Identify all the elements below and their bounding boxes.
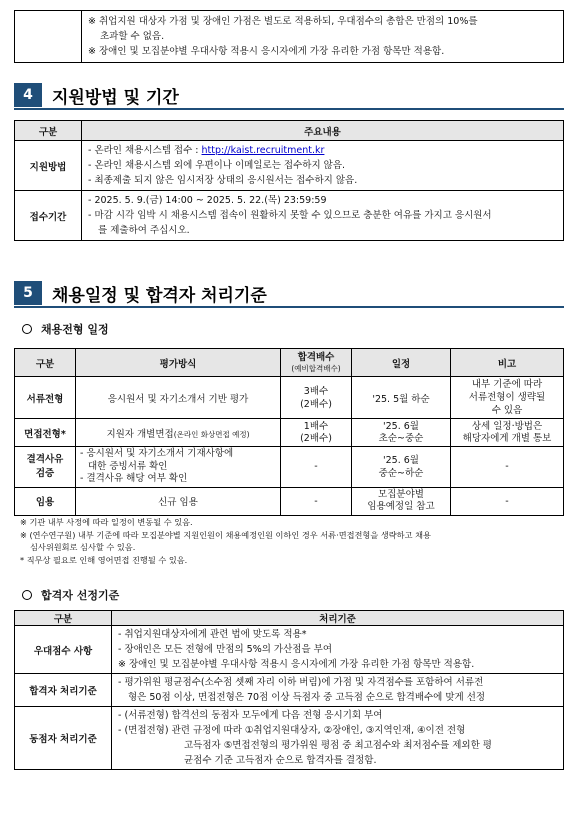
col-header: 구분 (15, 121, 82, 141)
col-header-line: 합격배수 (297, 351, 335, 363)
criteria-line: 형은 50점 이상, 면접전형은 70점 이상 득점자 중 고득점 순으로 합격배수에 맞게 선정 (128, 692, 486, 703)
table-row (15, 487, 564, 515)
method-cell: 신규 임용 (76, 487, 281, 515)
ratio-line: 1배수 (303, 420, 329, 432)
row-label: 우대점수 사항 (15, 626, 112, 674)
method-line: - 결격사유 해당 여부 확인 (80, 473, 188, 484)
date-line: 중순~하순 (378, 467, 424, 479)
top-note-box (14, 10, 564, 63)
method-cell: 응시원서 및 자기소개서 기반 평가 (76, 377, 281, 419)
method-line: 대한 증빙서류 확인 (88, 460, 168, 472)
note-cell: - (451, 447, 564, 488)
section-5-heading (14, 281, 267, 305)
circle-bullet-icon (22, 590, 32, 600)
section-5-title: 채용일정 및 합격자 처리기준 (52, 285, 267, 306)
ratio-line: (2배수) (300, 398, 332, 410)
row-label: 동점자 처리기준 (15, 707, 112, 770)
ratio-line: (2배수) (300, 432, 332, 444)
ratio-cell: - (281, 447, 352, 488)
section-4-title: 지원방법 및 기간 (52, 87, 179, 108)
col-header: 주요내용 (82, 121, 564, 141)
table-row (15, 419, 564, 447)
col-header: 구분 (15, 611, 112, 626)
period-line: - 마감 시각 임박 시 채용시스템 접속이 원활하지 못할 수 있으므로 충분한 여유를 가지고 응시원서 (88, 210, 492, 221)
criteria-line: - (서류전형) 합격선의 동점자 모두에게 다음 전형 응시기회 부여 (118, 710, 383, 721)
table-row (15, 674, 564, 707)
table-row (15, 707, 564, 770)
ratio-cell: - (281, 487, 352, 515)
criteria-line: - 장애인은 모든 전형에 만점의 5%의 가산점을 부여 (118, 644, 333, 655)
top-note-empty-cell (15, 11, 82, 63)
table-row (15, 447, 564, 488)
method-line: - 온라인 채용시스템 접수 : (88, 145, 202, 156)
criteria-line: ※ 장애인 및 모집분야별 우대사항 적용시 응시자에게 가장 유리한 가점 항목만 적용함. (118, 659, 475, 670)
note-line: 서류전형이 생략될 (468, 392, 546, 403)
note-cell (451, 419, 564, 447)
criteria-line: 균점수 기준 고득점자 순으로 합격자를 결정함. (184, 755, 377, 766)
criteria-table (14, 610, 564, 770)
schedule-notes (20, 516, 431, 566)
section-4-number: 4 (14, 83, 42, 107)
col-header: 처리기준 (112, 611, 564, 626)
section-5-rule (14, 306, 564, 308)
col-header (281, 349, 352, 377)
section-5-number: 5 (14, 281, 42, 305)
date-cell (352, 447, 451, 488)
date-line: 초순~중순 (378, 432, 424, 444)
ratio-line: 3배수 (303, 385, 329, 397)
method-line: - 응시원서 및 자기소개서 기재사항에 (80, 448, 234, 459)
row-label: 지원방법 (15, 141, 82, 191)
note-line: 수 있음 (491, 405, 523, 416)
method-line: - 최종제출 되지 않은 임시저장 상태의 응시원서는 접수하지 않음. (88, 175, 358, 186)
date-line: '25. 6월 (383, 454, 419, 466)
top-note-line: 초과할 수 없음. (100, 31, 165, 42)
col-header: 비고 (451, 349, 564, 377)
date-cell (352, 487, 451, 515)
table-row (15, 141, 564, 191)
method-text: 지원자 개별면접 (106, 428, 174, 440)
table-row (15, 377, 564, 419)
schedule-subtitle-text: 채용전형 일정 (41, 323, 109, 336)
row-label: 접수기간 (15, 191, 82, 241)
schedule-note: 심사위원회로 심사할 수 있음. (30, 542, 136, 552)
criteria-line: - 평가위원 평균점수(소수점 셋째 자리 이하 버림)에 가점 및 자격점수를 포함하여 서류전 (118, 677, 484, 688)
method-cell (76, 419, 281, 447)
period-line: 를 제출하여 주십시오. (98, 225, 190, 236)
period-line: - 2025. 5. 9.(금) 14:00 ~ 2025. 5. 22.(목) 23:59:59 (88, 195, 327, 206)
row-label-line: 결격사유 (26, 453, 64, 465)
section-4-table (14, 120, 564, 241)
date-cell: '25. 5월 하순 (352, 377, 451, 419)
criteria-subtitle-text: 합격자 선정기준 (41, 589, 120, 602)
method-small-text: (온라인 화상면접 예정) (173, 429, 250, 439)
col-header: 구분 (15, 349, 76, 377)
criteria-line: - (면접전형) 관련 규정에 따라 ①취업지원대상자, ②장애인, ③지역인재, ④이전 전형 (118, 725, 466, 736)
note-cell (451, 377, 564, 419)
method-cell (76, 447, 281, 488)
row-label (15, 447, 76, 488)
section-4-heading (14, 83, 179, 107)
note-line: 해당자에게 개별 통보 (462, 432, 552, 444)
ratio-cell (281, 377, 352, 419)
row-label: 합격자 처리기준 (15, 674, 112, 707)
schedule-note: ※ (연수연구원) 내부 기준에 따라 모집분야별 지원인원이 채용예정인원 이하인 경우 서류·면접전형을 생략하고 채용 (20, 529, 431, 540)
date-line: '25. 6월 (383, 420, 419, 432)
top-note-cell (82, 11, 564, 63)
top-note-line: ※ 장애인 및 모집분야별 우대사항 적용시 응시자에게 가장 유리한 가점 항목만 적용함. (88, 46, 445, 57)
criteria-subtitle (22, 587, 119, 603)
recruitment-link[interactable]: http://kaist.recruitment.kr (201, 145, 325, 156)
note-line: 내부 기준에 따라 (471, 379, 543, 390)
circle-bullet-icon (22, 324, 32, 334)
criteria-line: - 취업지원대상자에게 관련 법에 맞도록 적용* (118, 629, 307, 640)
section-4-rule (14, 108, 564, 110)
row-label-line: 검증 (35, 467, 55, 479)
row-label: 임용 (15, 487, 76, 515)
schedule-note: ※ 기관 내부 사정에 따라 일정이 변동될 수 있음. (20, 517, 193, 527)
table-row (15, 626, 564, 674)
row-label: 서류전형 (15, 377, 76, 419)
top-note-line: ※ 취업지원 대상자 가점 및 장애인 가점은 별도로 적용하되, 우대점수의 총합은 만점의 10%를 (88, 16, 478, 27)
col-header-line: (예비합격배수) (291, 363, 341, 373)
criteria-line: 고득점자 ⑤면접전형의 평가위원 평점 중 최고점수와 최저점수를 제외한 평 (184, 740, 492, 751)
date-line: 임용예정일 참고 (367, 501, 435, 512)
table-row (15, 191, 564, 241)
col-header: 일정 (352, 349, 451, 377)
note-line: 상세 일정·방법은 (471, 420, 543, 432)
schedule-table (14, 348, 564, 516)
date-cell (352, 419, 451, 447)
schedule-note: * 직무상 필요로 인해 영어면접 진행될 수 있음. (20, 554, 188, 565)
note-cell: - (451, 487, 564, 515)
ratio-cell (281, 419, 352, 447)
schedule-subtitle (22, 321, 109, 337)
date-line: 모집분야별 (378, 489, 424, 500)
row-label: 면접전형* (15, 419, 76, 447)
col-header: 평가방식 (76, 349, 281, 377)
method-line: - 온라인 채용시스템 외에 우편이나 이메일로는 접수하지 않음. (88, 160, 346, 171)
